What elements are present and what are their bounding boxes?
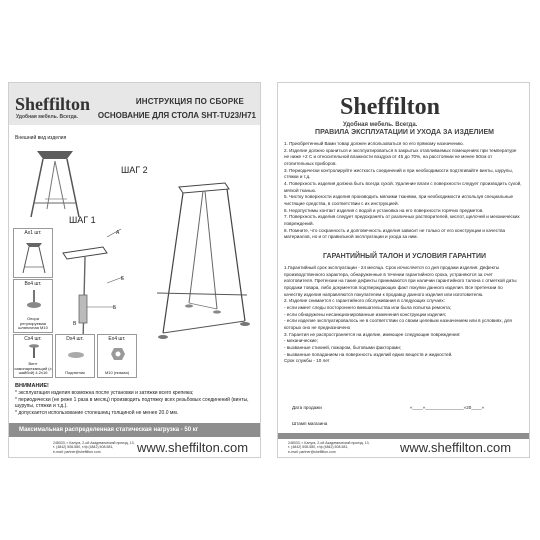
address-line-1: 248033, г. Калуга, 2-ой Академический проезд, 13,: [288, 441, 370, 445]
warning-item-3: * допускается использование столешниц толщиной не менее 20.0 мм.: [15, 409, 179, 416]
brand-tagline: Удобная мебель. Всегда.: [16, 114, 78, 120]
diagram-label-a: А: [116, 230, 120, 236]
warning-item-1: * эксплуатация изделия возможна после установки и затяжки всего крепежа;: [15, 390, 194, 397]
guarantee-list: [284, 265, 522, 365]
sale-date-label: Дата продажи: [292, 405, 322, 410]
nut-icon: [110, 347, 126, 361]
part-e-caption: М10 (низкая): [104, 370, 130, 376]
assembly-address: [53, 441, 134, 454]
appearance-label: Внешний вид изделия: [15, 135, 67, 141]
assembly-header: [9, 83, 261, 125]
address-line-1: 248033, г. Калуга, 2-ой Академический проезд, 13,: [53, 441, 135, 445]
rules-item: 4. Поверхность изделия должна быть всегда сухой. Удаление влаги с поверхности следует производить сухой, мягкой тканью.: [284, 180, 522, 193]
part-d-label: Dх4 шт.: [66, 336, 84, 342]
step-2-label: ШАГ 2: [121, 165, 148, 175]
part-d-box: [55, 334, 95, 378]
brand-tagline-large: Удобная мебель. Всегда.: [343, 122, 418, 128]
guarantee-item: Срок службы - 10 лет: [284, 358, 330, 364]
part-b-box: [13, 279, 53, 333]
part-c-label: Сх4 шт.: [24, 336, 42, 342]
rules-item: 1. Приобретенный Вами товар должен использоваться по его прямому назначению.: [284, 141, 464, 146]
assembly-title: ИНСТРУКЦИЯ ПО СБОРКЕ: [135, 97, 244, 106]
part-d-caption: Подпятник: [65, 370, 85, 376]
product-preview-image: [23, 143, 85, 221]
address-line-2: т. (4842) 508-580, т/ф (4842) 508-581,: [288, 445, 349, 450]
part-a-box: [13, 228, 53, 278]
guarantee-item: - вызванные стихией, пожаром, бытовыми факторами;: [284, 344, 402, 350]
guarantee-item: - вызванные попаданием на поверхность изделий едких веществ и жидкостей.: [284, 351, 453, 357]
warning-title: ВНИМАНИЕ!: [15, 383, 49, 389]
rules-list: [284, 141, 522, 241]
load-bar: Максимальная распределенная статическая нагрузка - 50 кг: [9, 423, 261, 437]
brand-block: [340, 95, 440, 128]
guarantee-item: - если имеет следы постороннего вмешательства или была попытка ремонта;: [284, 304, 452, 310]
brand-logo-large: Sheffilton: [340, 94, 441, 120]
rules-item: 8. Помните, что сохранность и долговечность изделия зависит не только от его конструкции и качества материалов, но и от правильной эксплуатации и ухода за ним.: [284, 227, 506, 240]
guarantee-item: 1.Гарантийный срок эксплуатации - 24 месяца. Срок исчисляется со дня продажи изделия. Дефекты производственного характера, обнаруженные в течении гарантийного срока, устраняются за счет изготовителя. Претензии на такие дефекты принимаются при наличии гарантийного талона с отметкой даты продажи товара, либо документов подтверждающих факт покупки данного изделия. Все претензии по качеству изделия направляются покупателем к продавцу данного изделия или изготовителю.: [284, 265, 517, 297]
guarantee-item: - механические;: [284, 338, 318, 344]
rules-item: 7. Поверхность изделия следует предохранять от различных растворителей, кислот, щелочей и механических повреждений.: [284, 214, 520, 226]
guarantee-item: 2. Изделие снимается с гарантийного обслуживания в следующих случаях:: [284, 298, 445, 304]
part-a-icon: [20, 239, 48, 275]
part-e-label: Ех4 шт.: [108, 336, 126, 342]
pad-icon: [66, 349, 86, 361]
part-c-box: [13, 334, 53, 378]
rules-item: 3. Периодически контролируйте жесткость соединений и при необходимости подтягивайте винты, шурупы, стяжки и т.д.: [284, 167, 513, 180]
assembly-subtitle: ОСНОВАНИЕ ДЛЯ СТОЛА SHT-TU23/H71: [97, 111, 256, 120]
warning-block: [15, 383, 257, 416]
diagram-label-b: Б: [113, 305, 117, 311]
step-2-drawing: [127, 173, 257, 353]
part-e-box: [97, 334, 137, 378]
sale-date-field[interactable]: «____»_______________«20____»: [410, 405, 485, 410]
guarantee-item: - если обнаружены несанкционированные изменения конструкции изделия;: [284, 311, 447, 317]
part-b-caption: Опора регулируемая шляпочная М10: [18, 316, 48, 331]
diagram-label-v: В: [73, 321, 77, 327]
guarantee-address: [288, 441, 369, 454]
guarantee-website[interactable]: www.sheffilton.com: [400, 440, 512, 455]
rules-item: 5. Чистку поверхности изделия производить мягкими тканями, при необходимости используя специальные чистящие средства, в соответствии с их инструкцией.: [284, 194, 514, 206]
rules-item: 2. Изделие должно храниться и эксплуатироваться в закрытых отапливаемых помещениях при температуре не ниже +2 С и относительной влажности воздуха от 45 до 70%, на расстоянии не менее 50см от отопительных приборов.: [284, 147, 517, 166]
address-line-2: т. (4842) 508-580, т/ф (4842) 508-581,: [53, 445, 114, 450]
rules-title: ПРАВИЛА ЭКСПЛУАТАЦИИ И УХОДА ЗА ИЗДЕЛИЕМ: [315, 129, 494, 136]
guarantee-sheet: [277, 82, 530, 458]
part-a-label: Ах1 шт.: [24, 230, 42, 236]
assembly-website[interactable]: www.sheffilton.com: [137, 440, 249, 455]
assembly-sheet: [8, 82, 261, 458]
part-c-caption: Винт самонарезающий (с шайбой) 4.2х16: [14, 361, 52, 376]
brand-logo: Sheffilton: [15, 94, 91, 114]
rules-item: 6. Недопустимы контакт изделия с водой и установка на его поверхности горячих предметов.: [284, 207, 484, 213]
screw-icon: [27, 343, 41, 359]
guarantee-item: - если изделие эксплуатировалось не в соответствии со своим целевым назначением или в условиях, для которых оно не предназначено: [284, 318, 512, 330]
guarantee-title: ГАРАНТИЙНЫЙ ТАЛОН И УСЛОВИЯ ГАРАНТИИ: [322, 253, 487, 260]
diagram-label-e: Е: [121, 276, 125, 282]
guarantee-item: 3. Гарантия не распространяется на изделие, имеющее следующие повреждения:: [284, 331, 461, 337]
address-line-3: e-mail: partner@sheffilton.com: [53, 449, 101, 454]
part-b-label: Вх4 шт.: [24, 281, 42, 287]
leveling-foot-icon: [26, 288, 42, 310]
stamp-label: Штамп магазина: [292, 421, 328, 426]
footer-divider: [278, 433, 530, 439]
warning-item-2: * периодически (не реже 1 раза в месяц) производить подтяжку всех резьбовых соединений (винты, шурупы, стяжки и т.д.).: [15, 396, 249, 410]
step-1-label: ШАГ 1: [69, 215, 96, 225]
address-line-3: e-mail: partner@sheffilton.com: [288, 449, 336, 454]
